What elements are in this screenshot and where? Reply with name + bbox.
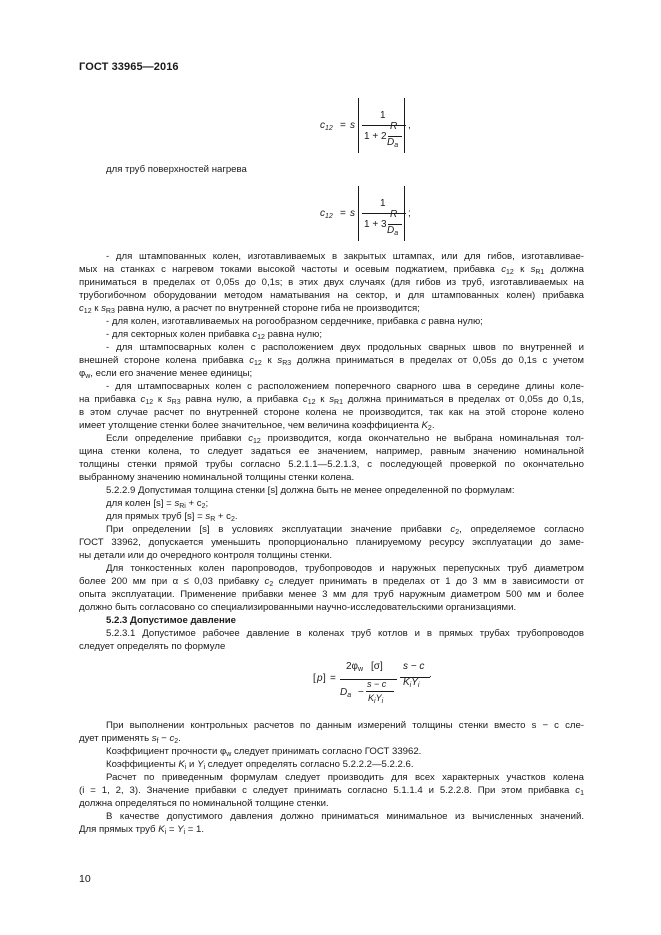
text-line: в этом случае расчет по внутренней стороне колена не производится, так как на этой стороне колено <box>79 407 584 418</box>
text-line: Если определение прибавки $c_{12}$ производится, когда окончательно не выбрана номинальная тол- <box>106 433 584 445</box>
text-line: Расчет по приведенным формулам следует производить для всех характерных участков колена <box>106 772 584 783</box>
text-line: для прямых труб $[s] = s_R + c_2$. <box>106 511 238 523</box>
text-line: Коэффициенты $K_i$ и $Y_i$ следует определять согласно 5.2.2.2—5.2.2.6. <box>106 759 414 771</box>
page-number: 10 <box>79 873 91 885</box>
text-line: трубогибочном оборудовании методом наматывания на сектор, и для штампованных колен) прибавка <box>79 290 584 301</box>
text-line: 5.2.2.9 Допустимая толщина стенки [s] должна быть не менее определенной по формулам: <box>106 485 515 496</box>
text-line: должна определяться по номинальной толщине стенки. <box>79 798 329 809</box>
text-line: При выполнении контрольных расчетов по данным измерений толщины стенки вместо s − c сле- <box>106 720 584 731</box>
text-line: имеет утолщение стенки более значительное, чем величина коэффициента $K_2$. <box>79 420 435 432</box>
text-line: Для прямых труб $K_i = Y_i = 1$. <box>79 824 205 836</box>
text-line: - для штампосварных колен с расположением двух продольных сварных швов по внутренней и <box>106 342 584 353</box>
text-line: щина стенки колена, то следует задаться ее значением, например, равным значению номинальной <box>79 446 584 457</box>
formula-allowable-pressure: [ p ] = $2\varphi_w$ [σ] $D_a$ − s − c $K_iY_i$ s − c $K_iY_i$ . <box>313 661 432 705</box>
text-line: следует определять по формуле <box>79 641 226 652</box>
text-line: Коэффициент прочности $\varphi_w$ следует принимать согласно ГОСТ 33962. <box>106 746 422 758</box>
text-line: мых на станках с нагревом токами высокой частоты и осевым поджатием, прибавка $c_{12}$ к $s_{R1}$ должна <box>79 264 584 276</box>
formula-c12-heating-surfaces: $c_{12}$ = s 1 1 + 3 R $D_a$ ; <box>320 183 420 248</box>
text-line: более 200 мм при α ≤ 0,03 прибавку $c_2$ следует принимать в пределах от 1 до 3 мм в зависимости от <box>79 576 585 588</box>
text-line: Для тонкостенных колен паропроводов, трубопроводов и наружных перепускных труб диаметром <box>106 563 584 574</box>
formula-c12-heated: $c_{12}$ = s 1 1 + 2 R $D_a$ , <box>320 95 420 160</box>
text-line: на прибавка $c_{12}$ к $s_{R3}$ равна нулю, а прибавка $c_{12}$ к $s_{R1}$ должна приниматься в пределах от 0,05s до 0,1s, <box>79 394 585 406</box>
section-heading: 5.2.3 Допустимое давление <box>106 615 236 626</box>
text-line: приниматься в пределах от 0,05s до 0,1s; в этих двух случаях (для гибов из труб, изготавливаемых на <box>79 277 584 288</box>
text-line: - для штампосварных колен с расположением поперечного сварного шва в середине длины коле- <box>106 381 584 392</box>
text-line: опыта эксплуатации. Применение прибавки менее 3 мм для труб наружным диаметром 500 мм и более <box>79 589 584 600</box>
text-line: выбранному значению номинальной толщины стенки колена. <box>79 472 355 483</box>
text-line: ны детали или до очередного контроля толщины стенки. <box>79 550 333 561</box>
text-line: для колен $[s] = s_{Ri} + c_2$; <box>106 498 209 510</box>
text-line: внешней стороне колена прибавка $c_{12}$ к $s_{R3}$ должна приниматься в пределах от 0,05s до 0,1s с учетом <box>79 355 585 367</box>
text-line: - для секторных колен прибавка $c_{12}$ равна нулю; <box>106 329 322 341</box>
text-line: 5.2.3.1 Допустимое рабочее давление в коленах труб котлов и в прямых трубах трубопроводов <box>106 628 584 639</box>
text-line: - для колен, изготавливаемых на рогообразном сердечнике, прибавка c равна нулю; <box>106 316 483 327</box>
text-line: - для штампованных колен, изготавливаемых в закрытых штампах, или для гибов, изготавливае- <box>106 251 584 262</box>
text-line: дует применять $s_f - c_2$. <box>79 733 181 745</box>
standard-header: ГОСТ 33965—2016 <box>79 61 179 73</box>
text-line: $\varphi_w$, если его значение менее единицы; <box>79 368 253 380</box>
text-line: должно быть согласовано со специализированными научно-исследовательскими организациями. <box>79 602 517 613</box>
text-line: для труб поверхностей нагрева <box>106 164 247 175</box>
text-line: $c_{12}$ к $s_{R3}$ равна нулю, а расчет по внутренней стороне гиба не производится; <box>79 303 420 315</box>
text-line: (i = 1, 2, 3). Значение прибавки c следует принимать согласно 5.1.1.4 и 5.2.2.8. При этом прибавка $c_1$ <box>79 785 584 797</box>
text-line: В качестве допустимого давления должно приниматься минимальное из вычисленных значений. <box>106 811 584 822</box>
text-line: толщины стенки прямой трубы согласно 5.2.1.1—5.2.1.3, с последующей проверкой по окончательно <box>79 459 584 470</box>
text-line: При определении [s] в условиях эксплуатации значение прибавки $c_2$, определяемое согласно <box>106 524 584 536</box>
text-line: ГОСТ 33962, допускается уменьшить пропорционально планируемому ресурсу эксплуатации до заме- <box>79 537 584 548</box>
